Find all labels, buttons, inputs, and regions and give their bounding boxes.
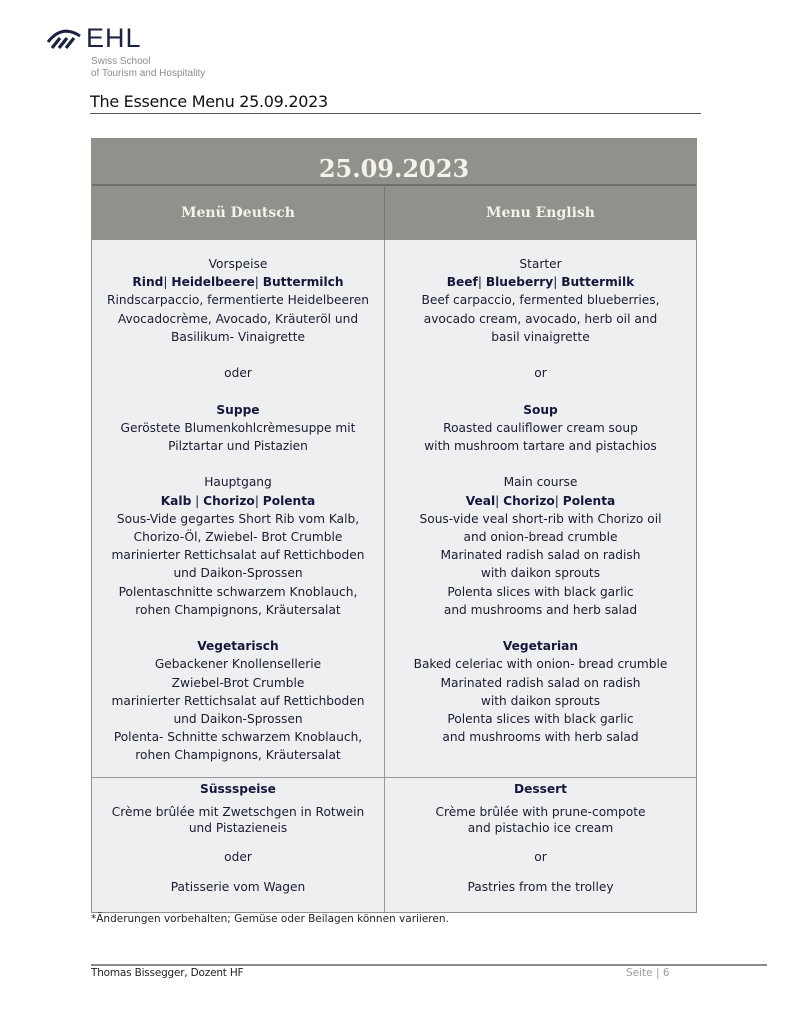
course-line: basil vinaigrette: [491, 329, 590, 344]
course-line: Geröstete Blumenkohlcrèmesuppe mit: [120, 420, 356, 435]
course-line: und Pistazieneis: [188, 821, 288, 836]
footer-divider: [91, 964, 767, 966]
logo-sub-line: of Tourism and Hospitality: [91, 68, 206, 79]
course-line: Basilikum- Vinaigrette: [171, 329, 305, 344]
menu-table: [91, 138, 697, 913]
tag: Chorizo: [203, 493, 255, 508]
document-title: The Essence Menu 25.09.2023: [90, 92, 328, 111]
logo-subtitle: [91, 56, 205, 80]
course-line: Zwiebel-Brot Crumble: [171, 675, 305, 690]
course-tags: [385, 273, 696, 291]
tag-separator: |: [495, 493, 500, 508]
course-label: Süssspeise: [200, 782, 276, 796]
course-line: with daikon sprouts: [480, 566, 601, 581]
column-headers: [92, 186, 696, 240]
column-header-english: Menu English: [486, 205, 595, 221]
course-line: with daikon sprouts: [480, 693, 601, 708]
course-label: Vorspeise: [208, 257, 268, 271]
course-line: Polenta slices with black garlic: [447, 584, 634, 599]
course-line: Polenta- Schnitte schwarzem Knoblauch,: [113, 730, 363, 745]
or-separator: oder: [224, 850, 252, 865]
logo-text: EHL: [86, 23, 142, 53]
course-label: Starter: [519, 257, 562, 271]
tag: Buttermilch: [262, 275, 344, 290]
course-line: Gebackener Knollensellerie: [154, 657, 322, 672]
course-line: Crème brûlée mit Zwetschgen in Rotwein: [111, 805, 365, 820]
course-label: Hauptgang: [204, 475, 272, 490]
tag-separator: |: [477, 275, 482, 290]
course-line: Patisserie vom Wagen: [170, 880, 306, 895]
course-line: and mushrooms with herb salad: [442, 730, 639, 745]
course-line: and pistachio ice cream: [467, 821, 614, 836]
tag: Polenta: [262, 493, 316, 508]
course-label: Suppe: [216, 402, 260, 417]
footnote: *Änderungen vorbehalten; Gemüse oder Beilagen können variieren.: [91, 913, 449, 925]
english-dessert: [385, 778, 696, 912]
course-line: Pastries from the trolley: [467, 880, 614, 895]
column-header-german: Menü Deutsch: [92, 186, 385, 240]
course-tags: [385, 492, 696, 510]
course-line: avocado cream, avocado, herb oil and: [423, 311, 658, 326]
course-line: Crème brûlée with prune-compote: [435, 805, 646, 820]
course-line: und Daikon-Sprossen: [173, 712, 303, 727]
course-line: Chorizo-Öl, Zwiebel- Brot Crumble: [133, 530, 343, 544]
courses-row: [92, 240, 696, 777]
tag: Blueberry: [485, 275, 554, 290]
tag: Rind: [132, 275, 164, 290]
tag: Heidelbeere: [171, 275, 255, 290]
course-line: Baked celeriac with onion- bread crumble: [413, 657, 668, 672]
course-line: Sous-vide veal short-rib with Chorizo oil: [419, 511, 662, 526]
tag: Buttermilk: [561, 275, 635, 290]
tag: Veal: [465, 493, 496, 508]
course-line: Marinated radish salad on radish: [440, 548, 641, 563]
english-courses: [385, 240, 696, 777]
tag-separator: |: [163, 275, 168, 290]
page-number: Seite | 6: [626, 967, 670, 979]
or-separator: or: [534, 850, 547, 865]
tag: Beef: [446, 275, 478, 290]
course-label: Vegetarisch: [197, 639, 279, 654]
course-line: Beef carpaccio, fermented blueberries,: [421, 293, 660, 308]
german-courses: [92, 240, 385, 777]
ehl-logo-mark-icon: [46, 26, 86, 50]
tag-separator: |: [195, 493, 200, 508]
title-divider: [90, 113, 701, 114]
course-line: und Daikon-Sprossen: [173, 566, 303, 581]
or-separator: oder: [224, 366, 252, 381]
course-line: Sous-Vide gegartes Short Rib vom Kalb,: [116, 511, 360, 526]
date-header: [92, 139, 696, 186]
course-line: and mushrooms and herb salad: [443, 602, 638, 617]
course-line: and onion-bread crumble: [463, 530, 618, 544]
course-line: rohen Champignons, Kräutersalat: [135, 748, 341, 763]
menu-date: 25.09.2023: [318, 154, 470, 183]
course-label: Soup: [523, 402, 558, 417]
course-label: Vegetarian: [502, 639, 579, 654]
logo-sub-line: Swiss School: [91, 56, 151, 67]
course-label: Dessert: [514, 782, 567, 796]
course-line: Avocadocrème, Avocado, Kräuteröl und: [117, 311, 359, 326]
tag-separator: |: [254, 275, 259, 290]
course-line: Marinated radish salad on radish: [440, 675, 641, 690]
course-line: Rindscarpaccio, fermentierte Heidelbeeren: [107, 293, 369, 308]
course-line: Polenta slices with black garlic: [447, 712, 634, 727]
course-label: Main course: [503, 475, 578, 490]
or-separator: or: [534, 366, 547, 381]
course-line: Polentaschnitte schwarzem Knoblauch,: [118, 584, 358, 599]
tag-separator: |: [254, 493, 259, 508]
footer-author: Thomas Bissegger, Dozent HF: [91, 967, 244, 979]
tag: Chorizo: [503, 493, 555, 508]
tag-separator: |: [553, 275, 558, 290]
course-tags: [92, 273, 384, 291]
german-dessert: [92, 778, 385, 912]
course-line: rohen Champignons, Kräutersalat: [135, 602, 341, 617]
dessert-row: [92, 777, 696, 912]
tag-separator: |: [554, 493, 559, 508]
tag: Kalb: [160, 493, 192, 508]
course-tags: [92, 492, 384, 510]
course-line: Pilztartar und Pistazien: [168, 439, 308, 453]
course-line: Roasted cauliflower cream soup: [443, 420, 638, 435]
tag: Polenta: [562, 493, 616, 508]
course-line: marinierter Rettichsalat auf Rettichboden: [111, 693, 365, 708]
course-line: with mushroom tartare and pistachios: [424, 439, 657, 453]
course-line: marinierter Rettichsalat auf Rettichboden: [111, 548, 365, 563]
